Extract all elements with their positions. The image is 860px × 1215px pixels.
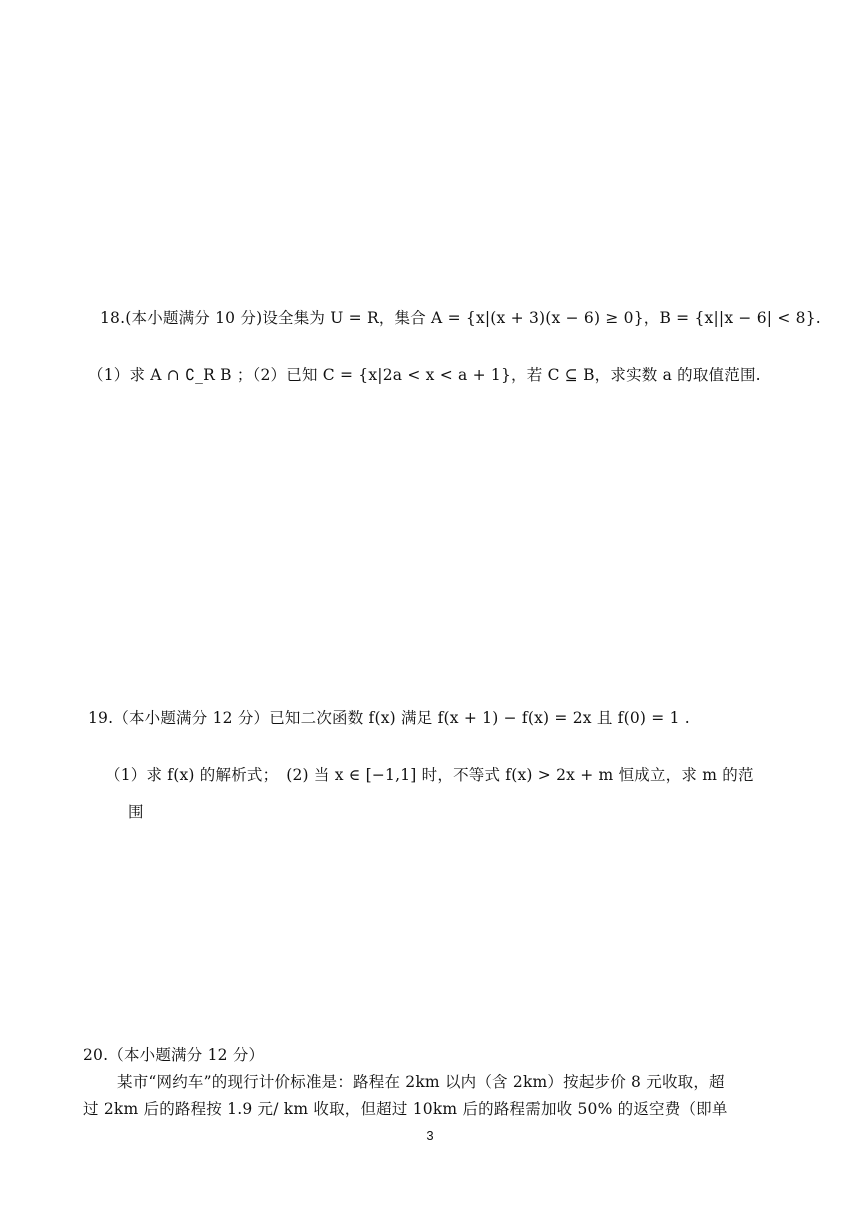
q20-heading: 20.（本小题满分 12 分） — [83, 1046, 265, 1064]
q19-line-1: 19.（本小题满分 12 分）已知二次函数 f(x) 满足 f(x + 1) − f(x) = 2x 且 f(0) = 1 . — [88, 709, 690, 727]
q20-line-2: 过 2km 后的路程按 1.9 元/ km 收取，但超过 10km 后的路程需加收 50% 的返空费（即单 — [83, 1100, 728, 1118]
q18-line-2: （1）求 A ∩ ∁_R B ；（2）已知 C = {x|2a < x < a + 1}，若 C ⊆ B，求实数 a 的取值范围. — [88, 366, 761, 384]
page-number: 3 — [426, 1128, 434, 1143]
q19-line-2: （1）求 f(x) 的解析式； (2) 当 x ∈ [−1,1] 时，不等式 f(x) > 2x + m 恒成立，求 m 的范 — [105, 766, 754, 784]
q20-line-1: 某市“网约车”的现行计价标准是：路程在 2km 以内（含 2km）按起步价 8 元收取，超 — [117, 1073, 725, 1091]
q19-line-3: 围 — [128, 803, 144, 821]
q18-line-1: 18.(本小题满分 10 分)设全集为 U = R，集合 A = {x|(x + 3)(x − 6) ≥ 0}，B = {x||x − 6| < 8}. — [100, 309, 821, 327]
